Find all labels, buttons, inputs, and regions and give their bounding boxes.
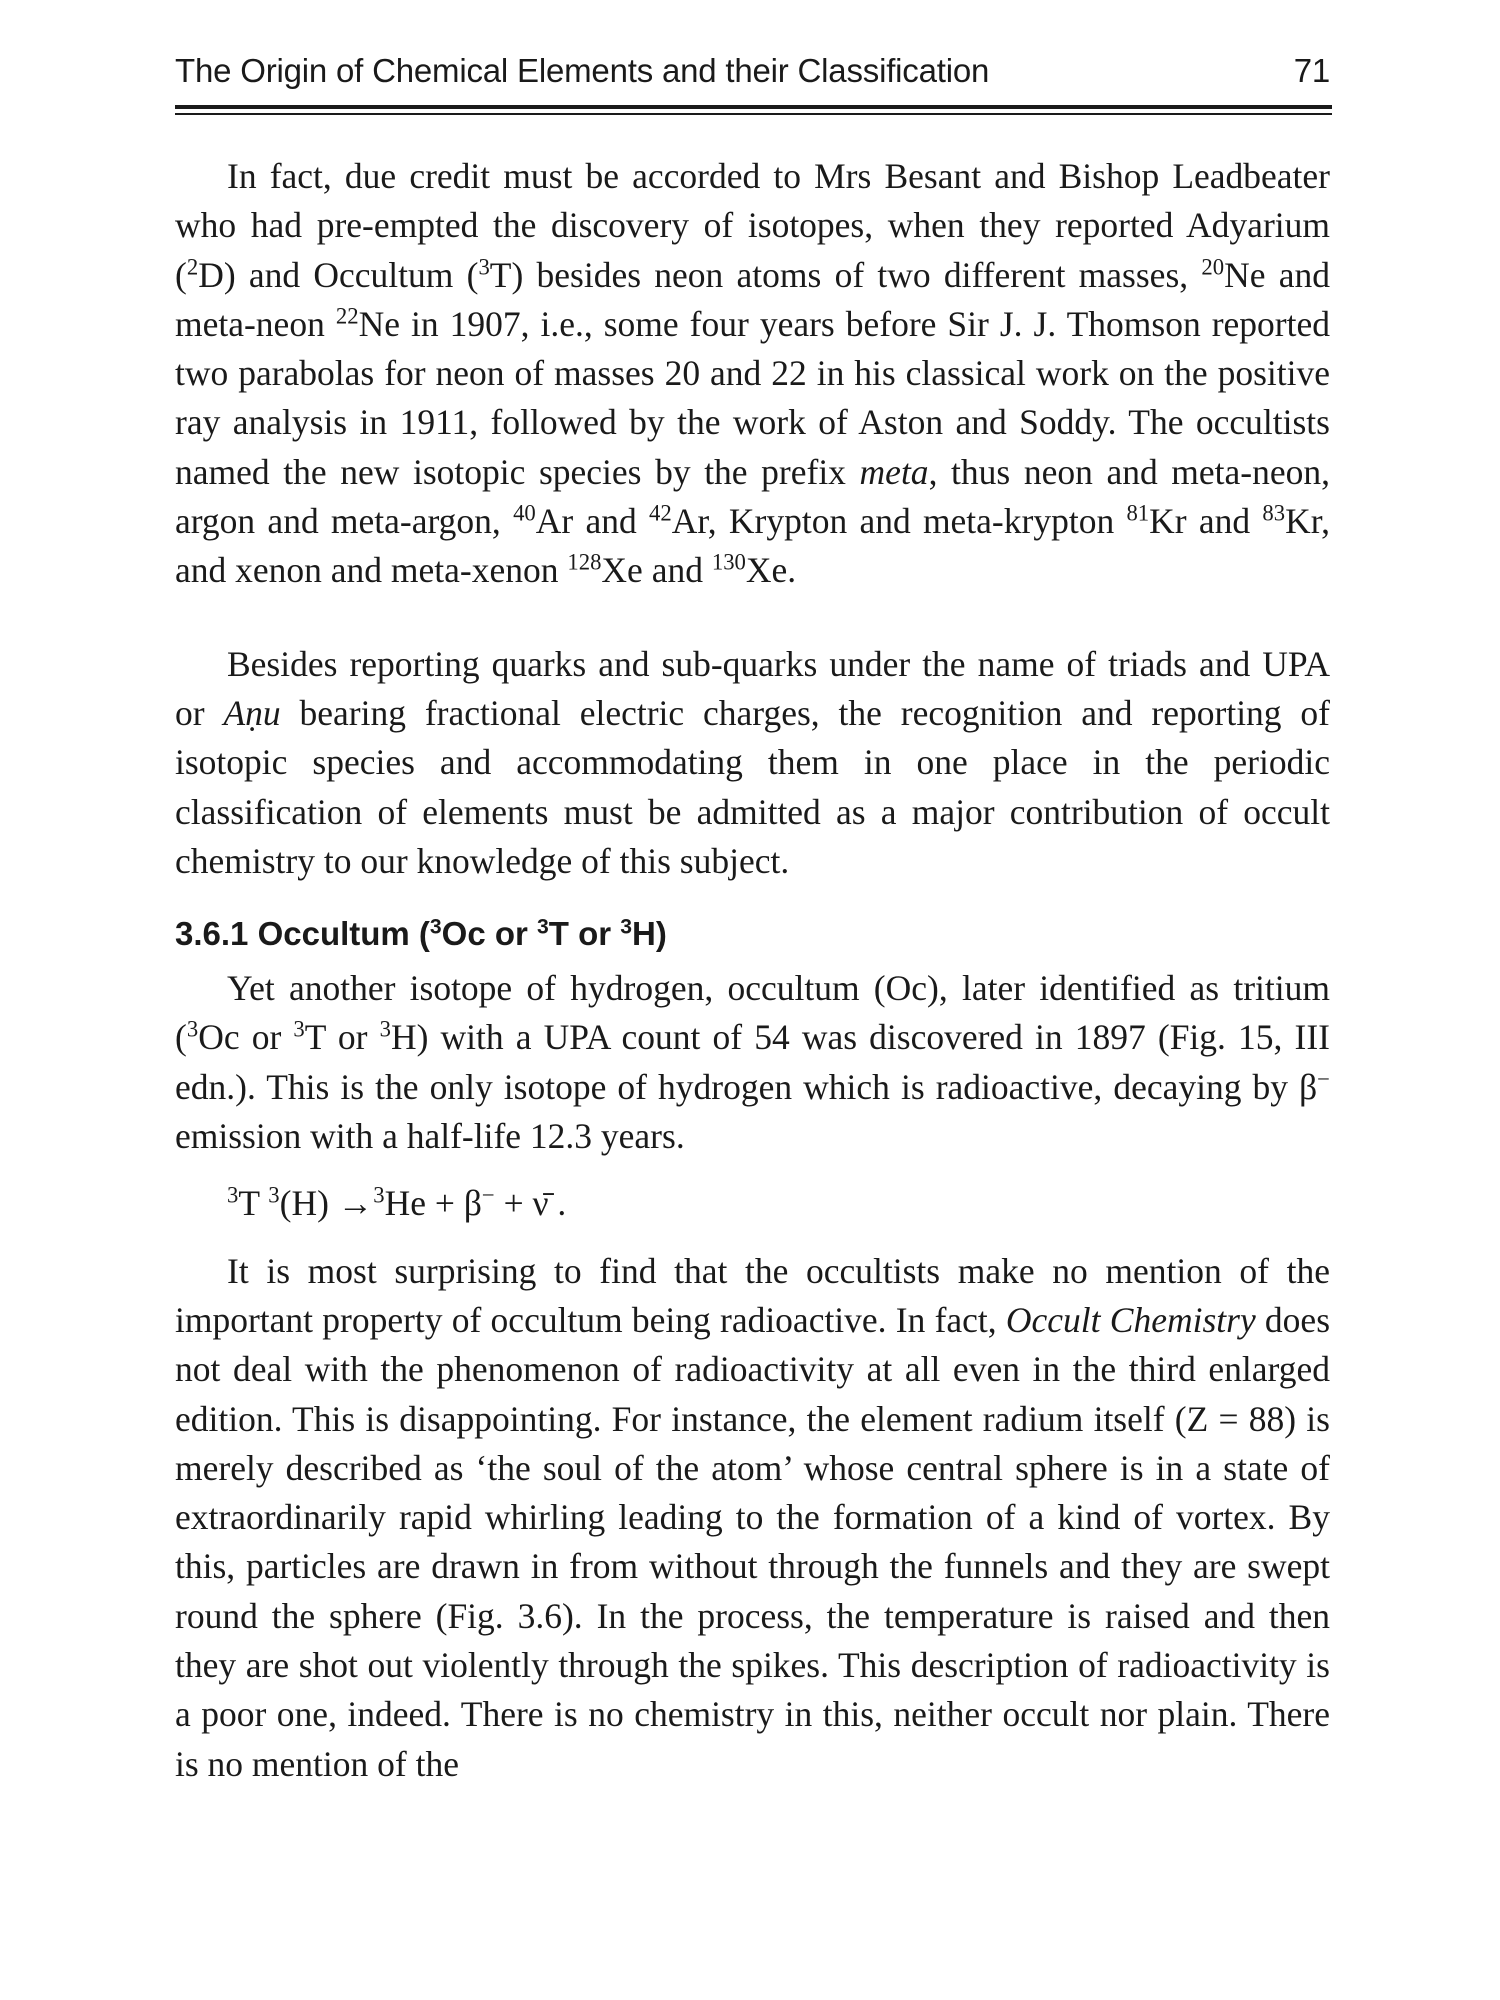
paragraph-radioactivity: It is most surprising to find that the occultists make no mention of the important property of occultum being radioactive. In fact, Occult Chemistry does not deal with the phenomenon of radioactivity at all even in the third enlarged edition. This is disappointing. For instance, the element radium itself (Z = 88) is merely described as ‘the soul of the atom’ whose central sphere is in a state of extraordinarily rapid whirling leading to the formation of a kind of vortex. By this, particles are drawn in from without through the funnels and they are swept round the sphere (Fig. 3.6). In the process, the temperature is raised and then they are shot out violently through the spikes. This description of radioactivity is a poor one, indeed. There is no chemistry in this, neither occult nor plain. There is no mention of the: [175, 1250, 1331, 1784]
running-title: The Origin of Chemical Elements and their Classification: [175, 52, 990, 89]
page-body: [175, 152, 1330, 1789]
section-heading: 3.6.1 Occultum ($^3$Oc or $^3$T or $^3$H): [175, 915, 667, 953]
paragraph-tritium: Yet another isotope of hydrogen, occultum (Oc), later identified as tritium ($^3$Oc or $^3$T or $^3$H) with a UPA count of 54 was discovered in 1897 (Fig. 15, III edn.). This is the only isotope of hydrogen which is radioactive, decaying by β− emission with a half-life 12.3 years.: [175, 968, 1330, 1157]
page-number: 71: [1293, 52, 1330, 89]
header-rule-thin: [175, 113, 1332, 115]
paragraph-isotopes-credit: In fact, due credit must be accorded to Mrs Besant and Bishop Leadbeater who had pre-empted the discovery of isotopes, when they reported Adyarium ($^2$D) and Occultum ($^3$T) besides neon atoms of two different masses, $^{20}$Ne and meta-neon $^{22}$Ne in 1907, i.e., some four years before Sir J. J. Thomson reported two parabolas for neon of masses 20 and 22 in his classical work on the positive ray analysis in 1911, followed by the work of Aston and Soddy. The occultists named the new isotopic species by the prefix meta, thus neon and meta-neon, argon and meta-argon, $^{40}$Ar and $^{42}$Ar, Krypton and meta-krypton $^{81}$Kr and $^{83}$Kr, and xenon and meta-xenon $^{128}$Xe and $^{130}$Xe.: [175, 156, 1331, 591]
header-rule-thick: [175, 105, 1332, 109]
paragraph-quarks: Besides reporting quarks and sub-quarks under the name of triads and UPA or Aṇu bearing fractional electric charges, the recognition and reporting of isotopic species and accommodating them in one place in the periodic classification of elements must be admitted as a major contribution of occult chemistry to our knowledge of this subject.: [175, 643, 1330, 881]
decay-equation: $^3$T $^3$(H) →$^3$He + β− + ν̄ .: [227, 1182, 567, 1224]
paragraph-gap: [175, 596, 1330, 640]
running-header: [175, 52, 1330, 90]
